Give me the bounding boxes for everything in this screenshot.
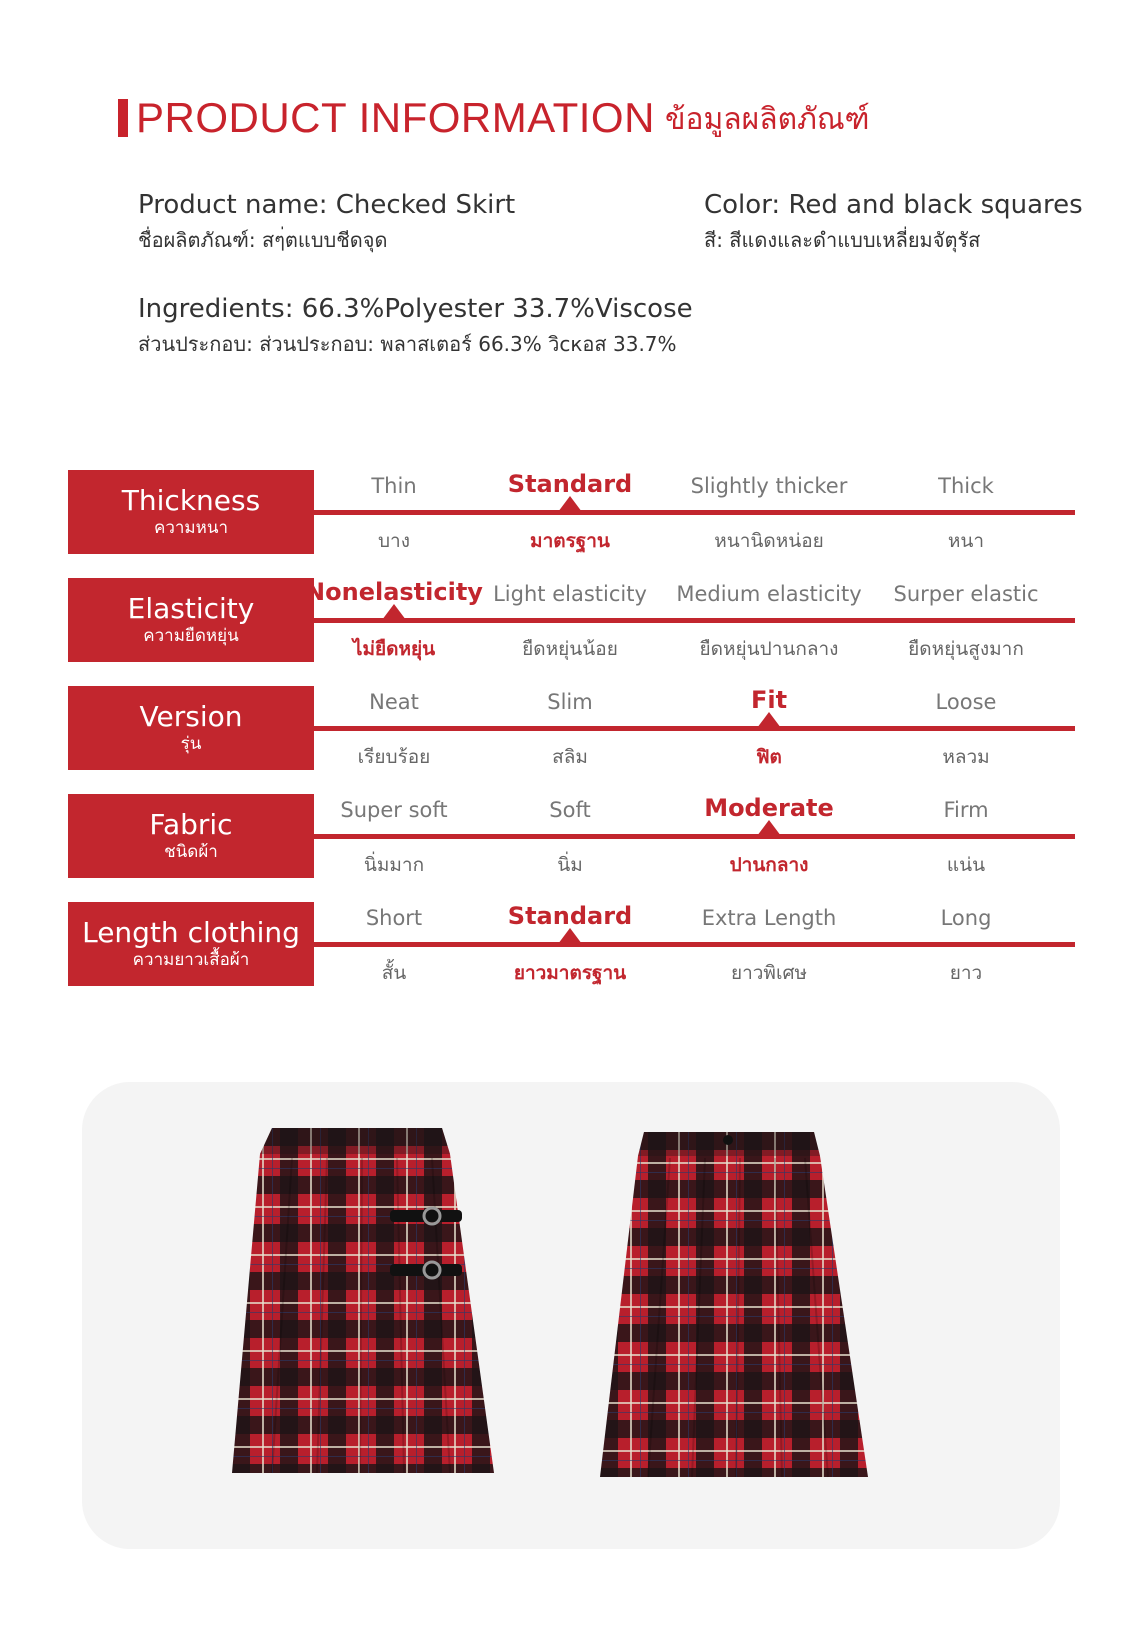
- section-header: [118, 92, 870, 143]
- option-label-th: มาตรฐาน: [530, 530, 610, 552]
- product-ingredients-block: [138, 294, 693, 360]
- product-name-en: Product name: Checked Skirt: [138, 190, 516, 220]
- product-color-en: Color: Red and black squares: [704, 190, 1083, 220]
- option-label-en: Standard: [507, 902, 633, 930]
- option-label-en: Moderate: [704, 794, 834, 822]
- option-label-en: Fit: [750, 686, 788, 714]
- attribute-label-en: Thickness: [121, 484, 261, 517]
- product-name-th: ชื่อผลิตภัณฑ์: สๆ่ตแบบชีดจุด: [138, 228, 388, 252]
- option-label-en: Neat: [369, 690, 419, 714]
- attribute-label: [68, 578, 314, 662]
- option-label-en: Slightly thicker: [690, 474, 848, 498]
- option-label-en: Surper elastic: [893, 582, 1039, 606]
- option-label-th: ยืดหยุ่นน้อย: [522, 638, 618, 660]
- scale-line: [314, 726, 1075, 731]
- attribute-row-thickness: [68, 470, 1075, 554]
- attribute-row-fabric: [68, 794, 1075, 878]
- skirt-back-image: [600, 1132, 870, 1522]
- option-label-th: ยาวพิเศษ: [730, 962, 808, 984]
- option-label-en: Light elasticity: [493, 582, 647, 606]
- option-label-th: ปานกลาง: [729, 854, 809, 876]
- attribute-label-th: ชนิดผ้า: [164, 842, 218, 862]
- product-ingredients-en: Ingredients: 66.3%Polyester 33.7%Viscose: [138, 294, 693, 324]
- scale-line: [314, 942, 1075, 947]
- option-label-th: หนา: [947, 530, 985, 552]
- option-label-th: ฟิต: [756, 746, 782, 768]
- product-photo-panel: [82, 1082, 1060, 1549]
- selected-marker-icon: [757, 820, 781, 836]
- attribute-label-th: ความยาวเสื้อผ้า: [132, 950, 250, 970]
- attribute-label: [68, 686, 314, 770]
- attribute-label-en: Length clothing: [82, 916, 300, 949]
- header-title-th: ข้อมูลผลิตภัณฑ์: [664, 102, 870, 137]
- option-label-en: Firm: [943, 798, 989, 822]
- scale-line: [314, 834, 1075, 839]
- option-label-th: นิ่มมาก: [363, 854, 425, 876]
- option-label-en: Nonelasticity: [305, 578, 483, 606]
- option-label-th: สั้น: [381, 962, 407, 984]
- product-color-th: สี: สีแดงและดำแบบเหลี่ยมจัตุรัส: [704, 228, 981, 252]
- option-label-th: หนานิดหน่อย: [714, 530, 824, 552]
- option-label-en: Super soft: [340, 798, 448, 822]
- scale-line: [314, 618, 1075, 623]
- option-label-en: Medium elasticity: [676, 582, 862, 606]
- attribute-row-length: [68, 902, 1075, 986]
- header-title-en: PRODUCT INFORMATION: [136, 93, 655, 141]
- scale-line: [314, 510, 1075, 515]
- option-label-th: บาง: [377, 530, 410, 552]
- attribute-label-th: ความหนา: [153, 518, 229, 538]
- attribute-label-en: Fabric: [149, 808, 233, 841]
- option-label-th: ยาว: [949, 962, 983, 984]
- selected-marker-icon: [382, 604, 406, 620]
- option-label-th: ยืดหยุ่นสูงมาก: [908, 638, 1024, 660]
- option-label-en: Soft: [549, 798, 591, 822]
- product-name-block: [138, 190, 515, 256]
- skirt-front-image: [232, 1128, 502, 1518]
- product-color-block: [704, 190, 1083, 256]
- option-label-en: Standard: [507, 470, 633, 498]
- option-label-th: ยืดหยุ่นปานกลาง: [699, 638, 839, 660]
- option-label-th: สลิม: [552, 746, 588, 768]
- option-label-en: Long: [940, 906, 992, 930]
- attribute-row-version: [68, 686, 1075, 770]
- header-accent-bar: [118, 99, 128, 137]
- attribute-label-th: ความยืดหยุ่น: [143, 626, 239, 646]
- attribute-label-en: Version: [139, 700, 243, 733]
- option-label-th: ไม่ยืดหยุ่น: [352, 638, 436, 660]
- option-label-th: เรียบร้อย: [357, 746, 431, 768]
- selected-marker-icon: [558, 928, 582, 944]
- option-label-th: นิ่ม: [557, 854, 583, 876]
- option-label-en: Short: [365, 906, 423, 930]
- option-label-en: Thick: [938, 474, 994, 498]
- option-label-th: ยาวมาตรฐาน: [513, 962, 627, 984]
- option-label-th: หลวม: [942, 746, 990, 768]
- product-ingredients-th: ส่วนประกอบ: ส่วนประกอบ: พลาสเตอร์ 66.3% วิcкอส 33.7%: [138, 332, 677, 356]
- attribute-label: [68, 470, 314, 554]
- attribute-label-th: รุ่น: [180, 734, 202, 754]
- option-label-en: Thin: [371, 474, 417, 498]
- attribute-row-elasticity: [68, 578, 1075, 662]
- attribute-label-en: Elasticity: [127, 592, 255, 625]
- selected-marker-icon: [558, 496, 582, 512]
- option-label-en: Extra Length: [701, 906, 837, 930]
- option-label-en: Slim: [547, 690, 593, 714]
- attribute-label: [68, 794, 314, 878]
- option-label-th: แน่น: [946, 854, 986, 876]
- option-label-en: Loose: [935, 690, 997, 714]
- attribute-label: [68, 902, 314, 986]
- selected-marker-icon: [757, 712, 781, 728]
